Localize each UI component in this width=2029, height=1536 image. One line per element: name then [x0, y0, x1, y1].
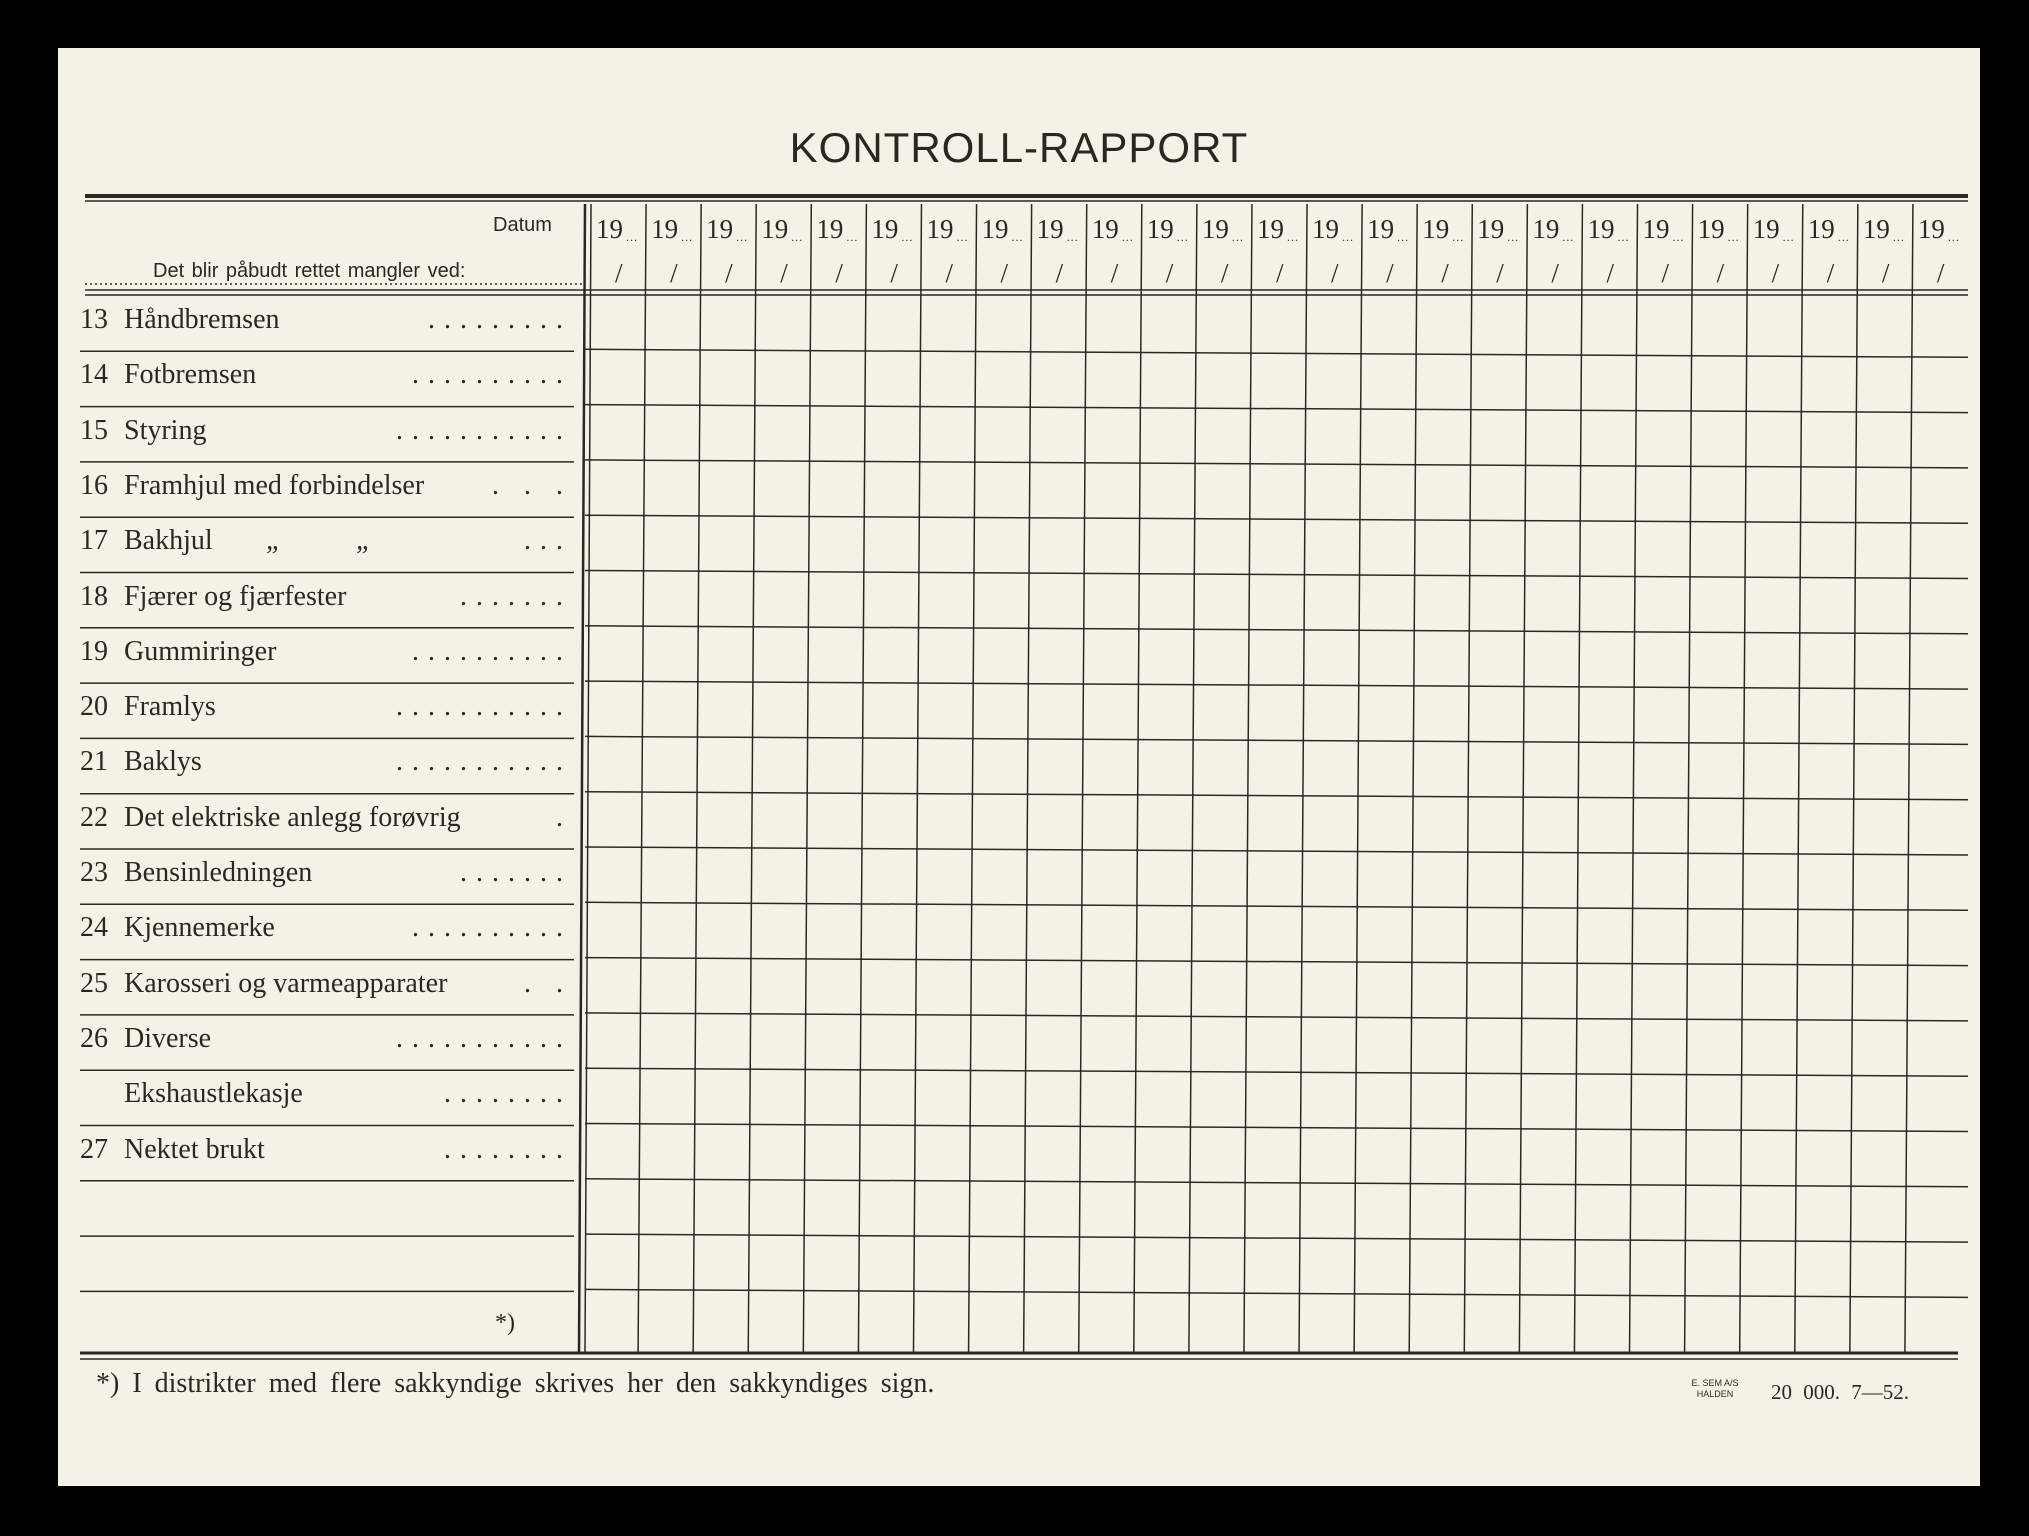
- item-label: Gummiringer: [124, 635, 277, 667]
- grid-row-line: [585, 515, 1968, 523]
- item-row: [80, 460, 580, 514]
- date-year-prefix: 19: [1862, 214, 1890, 244]
- date-blank: ...: [1286, 230, 1299, 244]
- item-dot-leader: ..........: [412, 359, 572, 391]
- grid-row-line: [585, 1289, 1968, 1297]
- grid-row-line: [585, 349, 1968, 357]
- item-label: Fjærer og fjærfester: [124, 580, 347, 612]
- ditto-mark: „: [266, 525, 282, 557]
- item-row: [80, 405, 580, 459]
- item-label: Bensinledningen: [124, 857, 313, 888]
- date-blank: ...: [1892, 230, 1905, 244]
- item-dot-leader: ...........: [396, 691, 572, 723]
- date-year-prefix: 19: [1697, 214, 1725, 244]
- date-separator: /: [1000, 258, 1009, 288]
- item-row: [80, 847, 580, 901]
- item-label: Baklys: [124, 746, 202, 778]
- date-blank: ...: [1672, 230, 1685, 244]
- item-label: Nektet brukt: [124, 1133, 265, 1165]
- date-separator: /: [1386, 258, 1394, 288]
- item-number: 26: [80, 1022, 108, 1054]
- item-dot-leader: .......: [460, 580, 572, 612]
- printer-city: HALDEN: [1696, 1389, 1734, 1399]
- date-separator: /: [1331, 258, 1339, 288]
- item-label: Det elektriske anlegg forøvrig: [124, 801, 461, 833]
- date-blank: ...: [901, 230, 914, 244]
- date-year-prefix: 19: [1807, 214, 1835, 244]
- date-separator: /: [1441, 258, 1449, 288]
- date-separator: /: [1826, 258, 1835, 288]
- date-column-header: [1034, 214, 1089, 294]
- date-column-header: [868, 214, 923, 294]
- grid-column-line: [1740, 204, 1748, 1353]
- grid-row-line: [585, 792, 1968, 800]
- item-row: [80, 792, 580, 846]
- date-year-prefix: 19: [596, 214, 623, 244]
- date-year-prefix: 19: [1532, 214, 1560, 244]
- item-row: [80, 626, 580, 680]
- item-row: [80, 902, 580, 956]
- date-label: Datum: [493, 214, 552, 236]
- item-dot-leader: ..........: [412, 912, 572, 944]
- date-blank: ...: [1562, 230, 1575, 244]
- date-column-header: [1640, 214, 1695, 294]
- date-column-header: [1805, 214, 1860, 294]
- printer-imprint: [1685, 1378, 1745, 1400]
- date-blank: ...: [1452, 230, 1465, 244]
- date-year-prefix: 19: [706, 214, 734, 244]
- item-dot-leader: ...........: [396, 414, 572, 446]
- item-row: [80, 736, 580, 790]
- date-year-prefix: 19: [816, 214, 844, 244]
- date-separator: /: [1661, 258, 1670, 288]
- grid-column-line: [693, 204, 701, 1353]
- item-dot-leader: .......: [460, 857, 572, 888]
- date-column-header: [758, 214, 813, 294]
- item-row: [80, 571, 580, 625]
- date-separator: /: [780, 258, 788, 288]
- date-separator: /: [615, 258, 623, 288]
- grid-left-border-2: [585, 204, 591, 1353]
- form-title: KONTROLL-RAPPORT: [789, 124, 1249, 171]
- date-blank: ...: [1121, 230, 1134, 244]
- date-blank: ...: [681, 230, 694, 244]
- date-year-prefix: 19: [926, 214, 954, 244]
- item-dot-leader: ...: [524, 525, 572, 557]
- grid-column-line: [1079, 204, 1087, 1353]
- date-blank: ...: [1066, 230, 1079, 244]
- subheader: Det blir påbudt rettet mangler ved:: [153, 260, 466, 282]
- item-row: [80, 958, 580, 1012]
- item-label: Håndbremsen: [124, 304, 280, 335]
- printer-name: E. SEM A/S: [1691, 1378, 1739, 1388]
- item-number: 24: [80, 912, 108, 944]
- item-dot-leader: .........: [428, 304, 572, 335]
- item-number: 27: [80, 1133, 108, 1165]
- date-column-header: [1254, 214, 1309, 294]
- grid-column-line: [1134, 204, 1142, 1353]
- date-separator: /: [1165, 258, 1174, 288]
- date-year-prefix: 19: [1036, 214, 1064, 244]
- grid-column-line: [1409, 204, 1417, 1353]
- item-dot-leader: ..........: [412, 635, 572, 667]
- date-column-header: [1199, 214, 1254, 294]
- item-number: 22: [80, 801, 108, 833]
- item-row: [80, 1179, 580, 1233]
- date-separator: /: [1551, 258, 1559, 288]
- date-column-header: [1144, 214, 1199, 294]
- grid-column-line: [1630, 204, 1638, 1353]
- date-separator: /: [670, 258, 678, 288]
- item-number: 14: [80, 359, 108, 391]
- date-year-prefix: 19: [1367, 214, 1395, 244]
- grid-row-line: [585, 1179, 1968, 1187]
- date-separator: /: [835, 258, 843, 288]
- grid-row-line: [585, 626, 1968, 634]
- date-year-prefix: 19: [761, 214, 789, 244]
- date-separator: /: [1606, 258, 1614, 288]
- report-card: [58, 48, 1980, 1486]
- item-row: [80, 681, 580, 735]
- item-number: 13: [80, 304, 108, 335]
- grid-column-line: [1850, 204, 1858, 1353]
- date-year-prefix: 19: [1477, 214, 1505, 244]
- date-column-header: [1860, 214, 1915, 294]
- item-label: Styring: [124, 414, 207, 446]
- grid-column-line: [1795, 204, 1803, 1353]
- date-year-prefix: 19: [1587, 214, 1615, 244]
- date-year-prefix: 19: [1422, 214, 1450, 244]
- item-label: Framhjul med forbindelser: [124, 469, 425, 501]
- grid-row-line: [585, 847, 1968, 855]
- date-blank: ...: [1617, 230, 1630, 244]
- date-blank: ...: [956, 230, 969, 244]
- date-column-header: [1364, 214, 1419, 294]
- date-separator: /: [1716, 258, 1725, 288]
- date-year-prefix: 19: [1642, 214, 1670, 244]
- item-row: [80, 294, 580, 348]
- date-blank: ...: [1947, 230, 1960, 244]
- date-column-header: [1474, 214, 1529, 294]
- grid-row-line: [585, 405, 1968, 413]
- grid-column-line: [1189, 204, 1197, 1353]
- date-blank: ...: [1176, 230, 1189, 244]
- date-separator: /: [725, 258, 733, 288]
- date-blank: ...: [1397, 230, 1410, 244]
- date-blank: ...: [736, 230, 749, 244]
- date-column-header: [1529, 214, 1584, 294]
- date-blank: ...: [1837, 230, 1850, 244]
- date-blank: ...: [1231, 230, 1244, 244]
- date-column-header: [1419, 214, 1474, 294]
- item-number: 25: [80, 967, 108, 999]
- grid-row-line: [585, 1013, 1968, 1021]
- date-separator: /: [1936, 258, 1945, 288]
- grid-row-line: [585, 1124, 1968, 1132]
- grid-column-line: [1574, 204, 1582, 1353]
- item-number: 23: [80, 857, 108, 888]
- grid-row-line: [585, 958, 1968, 966]
- date-year-prefix: 19: [1091, 214, 1119, 244]
- item-row: [80, 1124, 580, 1178]
- item-dot-leader: ........: [444, 1078, 572, 1110]
- item-dot-leader: ........: [444, 1133, 572, 1165]
- grid-column-line: [638, 204, 646, 1353]
- grid-column-line: [1464, 204, 1472, 1353]
- grid-column-line: [1244, 204, 1252, 1353]
- item-number: 18: [80, 580, 108, 612]
- date-separator: /: [1496, 258, 1504, 288]
- date-blank: ...: [846, 230, 859, 244]
- grid-column-line: [748, 204, 756, 1353]
- date-column-header: [1089, 214, 1144, 294]
- grid-row-line: [585, 1234, 1968, 1242]
- date-separator: /: [1881, 258, 1890, 288]
- date-separator: /: [1275, 258, 1284, 288]
- item-number: 16: [80, 469, 108, 501]
- grid-row-line: [585, 1068, 1968, 1076]
- date-separator: /: [1110, 258, 1119, 288]
- grid-column-line: [1354, 204, 1362, 1353]
- date-blank: ...: [1011, 230, 1024, 244]
- item-label: Fotbremsen: [124, 359, 257, 391]
- item-number: 19: [80, 635, 108, 667]
- date-year-prefix: 19: [1312, 214, 1340, 244]
- grid-row-line: [585, 902, 1968, 910]
- date-year-prefix: 19: [871, 214, 899, 244]
- signature-marker: *): [495, 1310, 515, 1336]
- item-dot-leader: ...........: [396, 746, 572, 778]
- date-column-header: [1750, 214, 1805, 294]
- date-column-header: [1695, 214, 1750, 294]
- item-label: Kjennemerke: [124, 912, 275, 944]
- item-row: [80, 1234, 580, 1288]
- date-separator: /: [1055, 258, 1064, 288]
- date-column-header: [1584, 214, 1639, 294]
- date-year-prefix: 19: [651, 214, 679, 244]
- date-column-header: [1309, 214, 1364, 294]
- item-row: [80, 1068, 580, 1122]
- item-dot-leader: . . .: [492, 469, 572, 501]
- item-label: Karosseri og varmeapparater: [124, 967, 448, 999]
- date-column-header: [648, 214, 703, 294]
- date-blank: ...: [1782, 230, 1795, 244]
- grid-column-line: [1299, 204, 1307, 1353]
- date-blank: ...: [791, 230, 804, 244]
- item-row: [80, 515, 580, 569]
- date-blank: ...: [1342, 230, 1355, 244]
- date-separator: /: [1771, 258, 1780, 288]
- print-info: 20 000. 7—52.: [1771, 1380, 1909, 1404]
- grid-column-line: [1519, 204, 1527, 1353]
- grid-row-line: [585, 681, 1968, 689]
- date-blank: ...: [626, 230, 638, 244]
- date-year-prefix: 19: [1917, 214, 1945, 244]
- item-number: 15: [80, 414, 108, 446]
- date-year-prefix: 19: [1201, 214, 1229, 244]
- item-number: 21: [80, 746, 108, 778]
- grid-row-line: [585, 571, 1968, 579]
- item-label: Bakhjul: [124, 525, 213, 557]
- item-dot-leader: ...........: [396, 1022, 572, 1054]
- date-separator: /: [890, 258, 898, 288]
- date-year-prefix: 19: [1256, 214, 1284, 244]
- ditto-mark: „: [356, 525, 372, 557]
- item-row: [80, 349, 580, 403]
- item-label: Ekshaustlekasje: [124, 1078, 303, 1110]
- item-label: Diverse: [124, 1022, 212, 1054]
- date-column-header: [703, 214, 758, 294]
- grid-column-line: [1905, 204, 1913, 1353]
- item-number: 20: [80, 691, 108, 723]
- date-column-header: [979, 214, 1034, 294]
- date-column-header: [1915, 214, 1970, 294]
- footnote: *) I distrikter med flere sakkyndige skrives her den sakkyndiges sign.: [96, 1368, 935, 1399]
- date-separator: /: [945, 258, 953, 288]
- item-row: [80, 1013, 580, 1067]
- grid-row-line: [585, 736, 1968, 744]
- grid-column-line: [1685, 204, 1693, 1353]
- date-year-prefix: 19: [1146, 214, 1174, 244]
- item-number: 17: [80, 525, 108, 557]
- grid-rows: [585, 349, 1968, 1297]
- date-column-header: [593, 214, 648, 294]
- date-blank: ...: [1727, 230, 1740, 244]
- item-dot-leader: . .: [524, 967, 572, 999]
- date-column-header: [923, 214, 978, 294]
- date-column-header: [813, 214, 868, 294]
- date-year-prefix: 19: [981, 214, 1009, 244]
- item-label: Framlys: [124, 691, 216, 723]
- grid-row-line: [585, 460, 1968, 468]
- date-separator: /: [1220, 258, 1229, 288]
- date-year-prefix: 19: [1752, 214, 1780, 244]
- item-dot-leader: .: [556, 801, 572, 833]
- date-blank: ...: [1507, 230, 1520, 244]
